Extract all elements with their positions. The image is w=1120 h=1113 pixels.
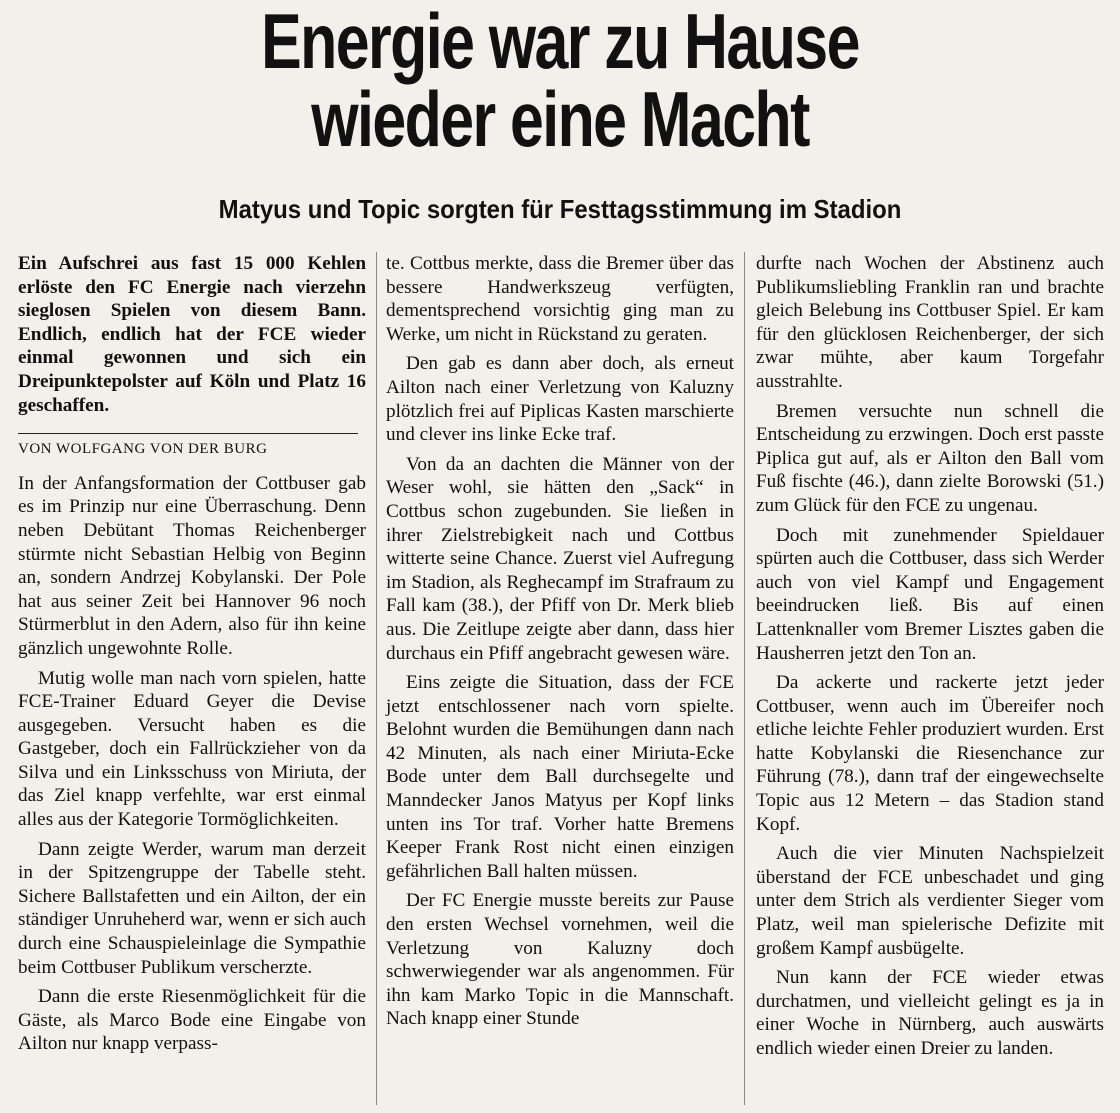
headline	[123, 0, 997, 163]
paragraph: Eins zeigte die Situation, dass der FCE jetzt entschlossener nach vorn spielte. Belohnt wurden die Bemühungen dann nach 42 Minuten, als nach einer Miriuta-Ecke Bode unter dem Ball durchsegelte und Manndecker Janos Matyus per Kopf links unten ins Tor traf. Vorher hatte Bremens Keeper Frank Rost nicht einen einzigen gefährlichen Ball halten müssen.	[386, 672, 734, 882]
paragraph: In der Anfangsformation der Cottbuser gab es im Prinzip nur eine Überraschung. Denn neben Debütant Thomas Reichenberger stürmte nicht Sebastian Helbig von Beginn an, sondern Andrzej Kobylanski. Der Pole hat aus seiner Zeit bei Hannover 96 noch Stürmerblut in den Adern, also für ihn keine gänzlich ungewohnte Rolle.	[18, 472, 366, 659]
paragraph: te. Cottbus merkte, dass die Bremer über das bessere Handwerkszeug verfügten, dementsprechend vorsichtig ging man zu Werke, um nicht in Rückstand zu geraten.	[386, 253, 734, 345]
paragraph: durfte nach Wochen der Abstinenz auch Publikumsliebling Franklin ran und brachte gleich Belebung ins Cottbuser Spiel. Er kam für den glücklosen Reichenberger, der sich zwar mühte, aber kaum Torgefahr ausstrahlte.	[756, 253, 1104, 392]
paragraph: Dann zeigte Werder, warum man derzeit in der Spitzengruppe der Tabelle steht. Sichere Ballstafetten und ein Ailton, der ein ständiger Unruheherd war, wenn er sich auch durch eine Schauspieleinlage die Sympathie beim Cottbuser Publikum verscherzte.	[18, 838, 366, 978]
lead-paragraph: Ein Aufschrei aus fast 15 000 Kehlen erlöste den FC Energie nach vierzehn sieglosen Spielen von diesem Bann. Endlich, endlich hat der FCE wieder einmal gewonnen und sich ein Dreipunktepolster auf Köln und Platz 16 geschaffen.	[18, 253, 366, 416]
column-divider	[744, 252, 745, 1105]
paragraph: Den gab es dann aber doch, als erneut Ailton nach einer Verletzung von Kaluzny plötzlich frei auf Piplicas Kasten marschierte und clever ins linke Ecke traf.	[386, 353, 734, 446]
subheadline: Matyus und Topic sorgten für Festtagsstimmung im Stadion	[218, 194, 902, 224]
paragraph: Mutig wolle man nach vorn spielen, hatte FCE-Trainer Eduard Geyer die Devise ausgegeben. Versucht haben es die Gastgeber, doch ein Fallrückzieher von da Silva und ein Linksschuss von Miriuta, der das Ziel knapp verfehlte, war erst einmal alles aus der Kategorie Tormöglichkeiten.	[18, 667, 366, 831]
headline-line-2: wieder eine Macht	[311, 75, 809, 163]
paragraph: Von da an dachten die Männer von der Weser wohl, sie hätten den „Sack“ in Cottbus schon zugebunden. Sie ließen in ihrer Zielstrebigkeit nach und Cottbus witterte seine Chance. Zuerst viel Aufregung im Stadion, als Reghecampf im Strafraum zu Fall kam (38.), der Pfiff von Dr. Merk blieb aus. Die Zeitlupe zeigte aber dann, dass hier durchaus ein Pfiff angebracht gewesen wäre.	[386, 453, 734, 664]
headline-line-1: Energie war zu Hause	[261, 0, 859, 85]
paragraph: Nun kann der FCE wieder etwas durchatmen, und vielleicht gelingt es ja in einer Woche in Nürnberg, auch auswärts endlich wieder einen Dreier zu landen.	[756, 967, 1104, 1059]
byline: VON WOLFGANG VON DER BURG	[18, 433, 358, 462]
paragraph: Dann die erste Riesenmöglichkeit für die Gäste, als Marco Bode eine Eingabe von Ailton nur knapp verpass-	[18, 986, 366, 1055]
column-2	[386, 252, 734, 1037]
paragraph: Doch mit zunehmender Spieldauer spürten auch die Cottbuser, dass sich Werder auch von viel Kampf und Engagement beeindrucken ließ. Bis auf einen Lattenknaller vom Bremer Lisztes gaben die Hausherren jetzt den Ton an.	[756, 524, 1104, 664]
column-divider	[376, 252, 377, 1105]
paragraph: Der FC Energie musste bereits zur Pause den ersten Wechsel vornehmen, weil die Verletzung von Kaluzny doch schwerwiegender war als angenommen. Für ihn kam Marko Topic in die Mannschaft. Nach knapp einer Stunde	[386, 890, 734, 1030]
paragraph: Bremen versuchte nun schnell die Entscheidung zu erzwingen. Doch erst passte Piplica gut auf, als er Ailton den Ball vom Fuß fischte (46.), dann zielte Borowski (51.) zum Glück für den FCE zu ungenau.	[756, 400, 1104, 516]
paragraph: Da ackerte und rackerte jetzt jeder Cottbuser, wenn auch im Übereifer noch etliche leichte Fehler produziert wurden. Erst hatte Kobylanski die Riesenchance zur Führung (78.), dann traf der eingewechselte Topic aus 12 Metern – das Stadion stand Kopf.	[756, 672, 1104, 835]
column-3	[756, 252, 1104, 1067]
paragraph: Auch die vier Minuten Nachspielzeit überstand der FCE unbeschadet und ging unter dem Strich als verdienter Sieger vom Platz, weil man spielerische Defizite mit großem Kampf ausbügelte.	[756, 843, 1104, 959]
column-1	[18, 252, 366, 1062]
